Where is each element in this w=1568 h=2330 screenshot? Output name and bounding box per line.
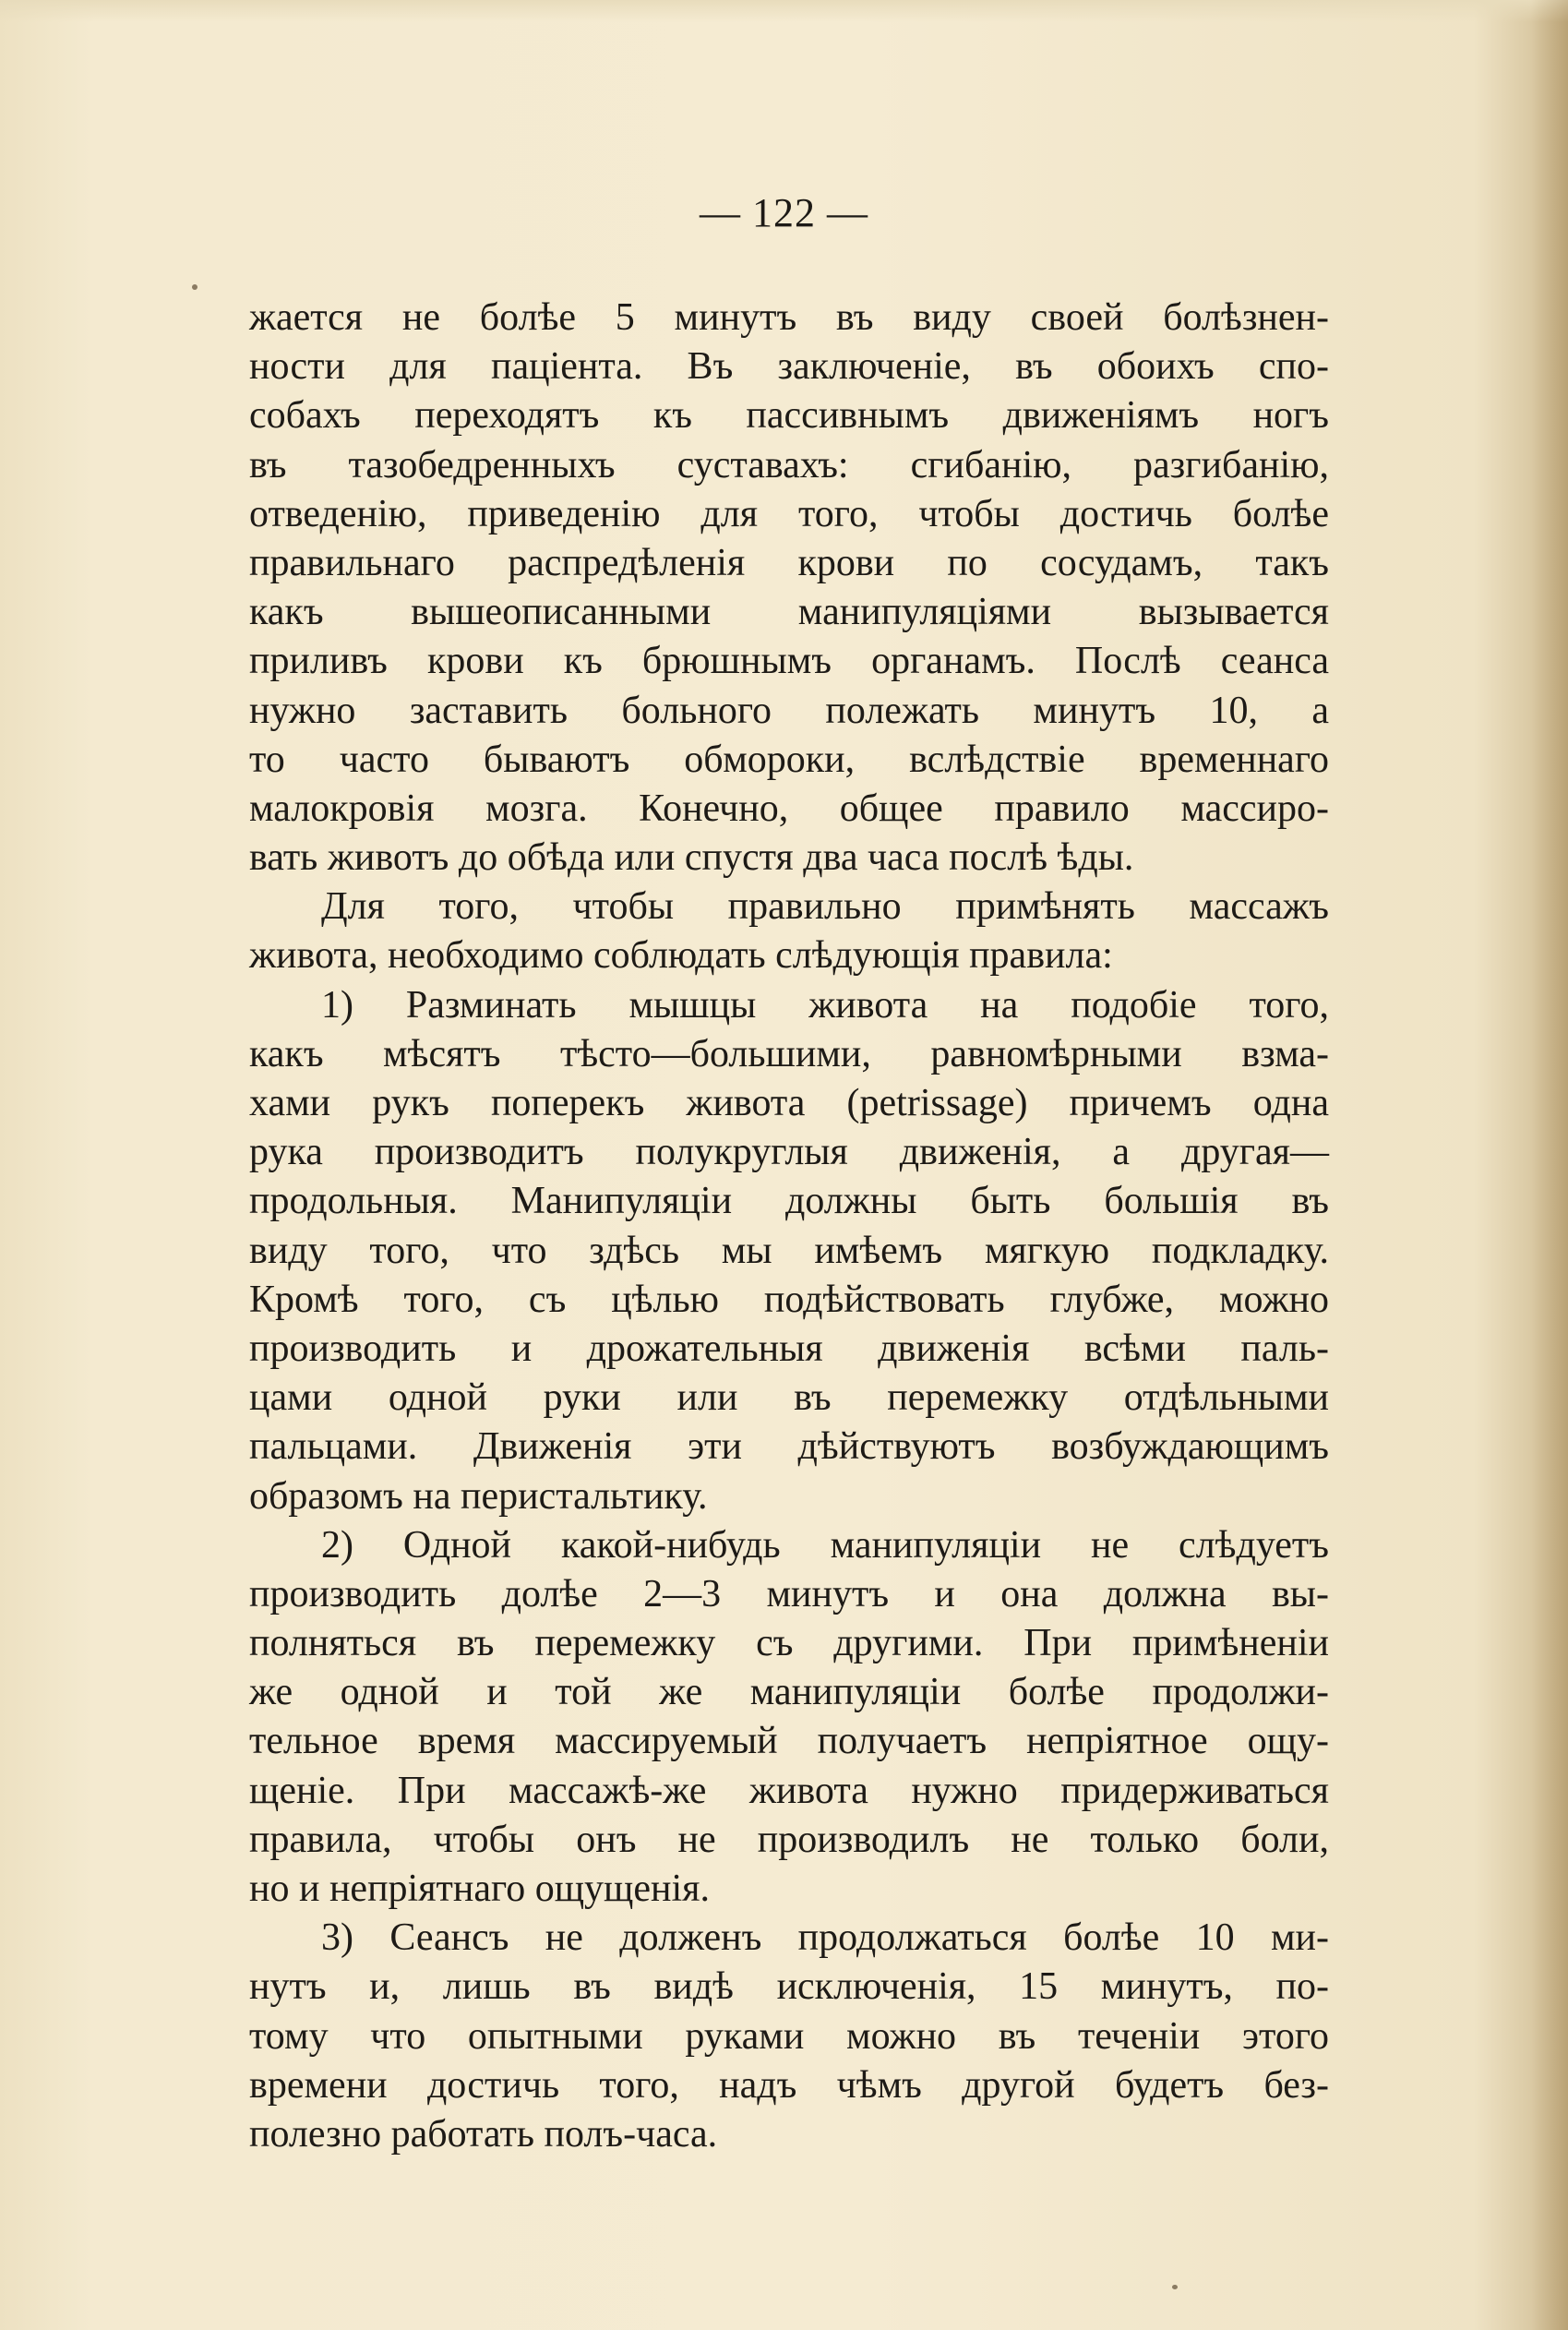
text-line: то часто бываютъ обмороки, вслѣдствіе временнаго bbox=[249, 738, 1329, 781]
text-line: приливъ крови къ брюшнымъ органамъ. Послѣ сеанса bbox=[249, 640, 1329, 683]
text-line: же одной и той же манипуляціи болѣе продолжи- bbox=[249, 1671, 1329, 1714]
text-line: виду того, что здѣсь мы имѣемъ мягкую подкладку. bbox=[249, 1229, 1329, 1272]
text-line: 3) Сеансъ не долженъ продолжаться болѣе 10 ми- bbox=[321, 1916, 1329, 1960]
text-line: какъ вышеописанными манипуляціями вызывается bbox=[249, 591, 1329, 634]
text-line: Для того, чтобы правильно примѣнять массажъ bbox=[321, 885, 1329, 929]
text-line: рука производитъ полукруглыя движенія, а другая— bbox=[249, 1131, 1329, 1174]
text-line: правильнаго распредѣленія крови по сосудамъ, такъ bbox=[249, 541, 1329, 584]
text-line: 1) Разминать мышцы живота на подобіе того, bbox=[321, 983, 1329, 1027]
text-line: собахъ переходятъ къ пассивнымъ движеніямъ ногъ bbox=[249, 394, 1329, 438]
text-line: живота, необходимо соблюдать слѣдующія правила: bbox=[249, 934, 1113, 978]
text-line: 2) Одной какой-нибудь манипуляціи не слѣдуетъ bbox=[321, 1523, 1329, 1567]
paper-speck bbox=[192, 284, 197, 290]
text-line: полняться въ перемежку съ другими. При примѣненіи bbox=[249, 1622, 1329, 1665]
text-line: щеніе. При массажѣ-же живота нужно придерживаться bbox=[249, 1769, 1329, 1812]
text-line: малокровія мозга. Конечно, общее правило массиро- bbox=[249, 787, 1329, 830]
text-line: Кромѣ того, съ цѣлью подѣйствовать глубже, можно bbox=[249, 1278, 1329, 1321]
body-text bbox=[249, 294, 1329, 2159]
text-line: полезно работать полъ-часа. bbox=[249, 2112, 718, 2156]
page-top-edge bbox=[0, 0, 1568, 22]
page-number: — 122 — bbox=[700, 190, 868, 235]
text-line: пальцами. Движенія эти дѣйствуютъ возбуждающимъ bbox=[249, 1425, 1329, 1469]
text-line: хами рукъ поперекъ живота (petrissage) причемъ одна bbox=[249, 1082, 1329, 1124]
text-line: продольныя. Манипуляціи должны быть большія въ bbox=[249, 1180, 1329, 1223]
text-line: производить и дрожательныя движенія всѣми паль- bbox=[249, 1327, 1329, 1370]
text-line: тому что опытными руками можно въ теченіи этого bbox=[249, 2014, 1329, 2058]
text-line: нужно заставить больного полежать минутъ 10, а bbox=[249, 689, 1329, 732]
text-line: времени достичь того, надъ чѣмъ другой будетъ без- bbox=[249, 2063, 1329, 2107]
text-line: отведенію, приведенію для того, чтобы достичь болѣе bbox=[249, 492, 1329, 535]
text-line: тельное время массируемый получаетъ непріятное ощу- bbox=[249, 1720, 1329, 1763]
page-binding-shadow bbox=[1531, 0, 1568, 2330]
text-line: нутъ и, лишь въ видѣ исключенія, 15 минутъ, по- bbox=[249, 1965, 1329, 2009]
text-line: въ тазобедренныхъ суставахъ: сгибанію, разгибанію, bbox=[249, 443, 1329, 486]
text-line: образомъ на перистальтику. bbox=[249, 1474, 708, 1518]
text-line: какъ мѣсятъ тѣсто—большими, равномѣрными взма- bbox=[249, 1032, 1329, 1075]
text-line: ности для паціента. Въ заключеніе, въ обоихъ спо- bbox=[249, 345, 1329, 389]
text-line: правила, чтобы онъ не производилъ не только боли, bbox=[249, 1818, 1329, 1861]
text-line: производить долѣе 2—3 минутъ и она должна вы- bbox=[249, 1572, 1329, 1615]
text-line: вать животъ до обѣда или спустя два часа послѣ ѣды. bbox=[249, 836, 1134, 880]
text-line: цами одной руки или въ перемежку отдѣльными bbox=[249, 1376, 1329, 1420]
text-line: жается не болѣе 5 минутъ въ виду своей болѣзнен- bbox=[249, 296, 1329, 339]
text-line: но и непріятнаго ощущенія. bbox=[249, 1868, 710, 1910]
paper-speck bbox=[1172, 2285, 1178, 2289]
